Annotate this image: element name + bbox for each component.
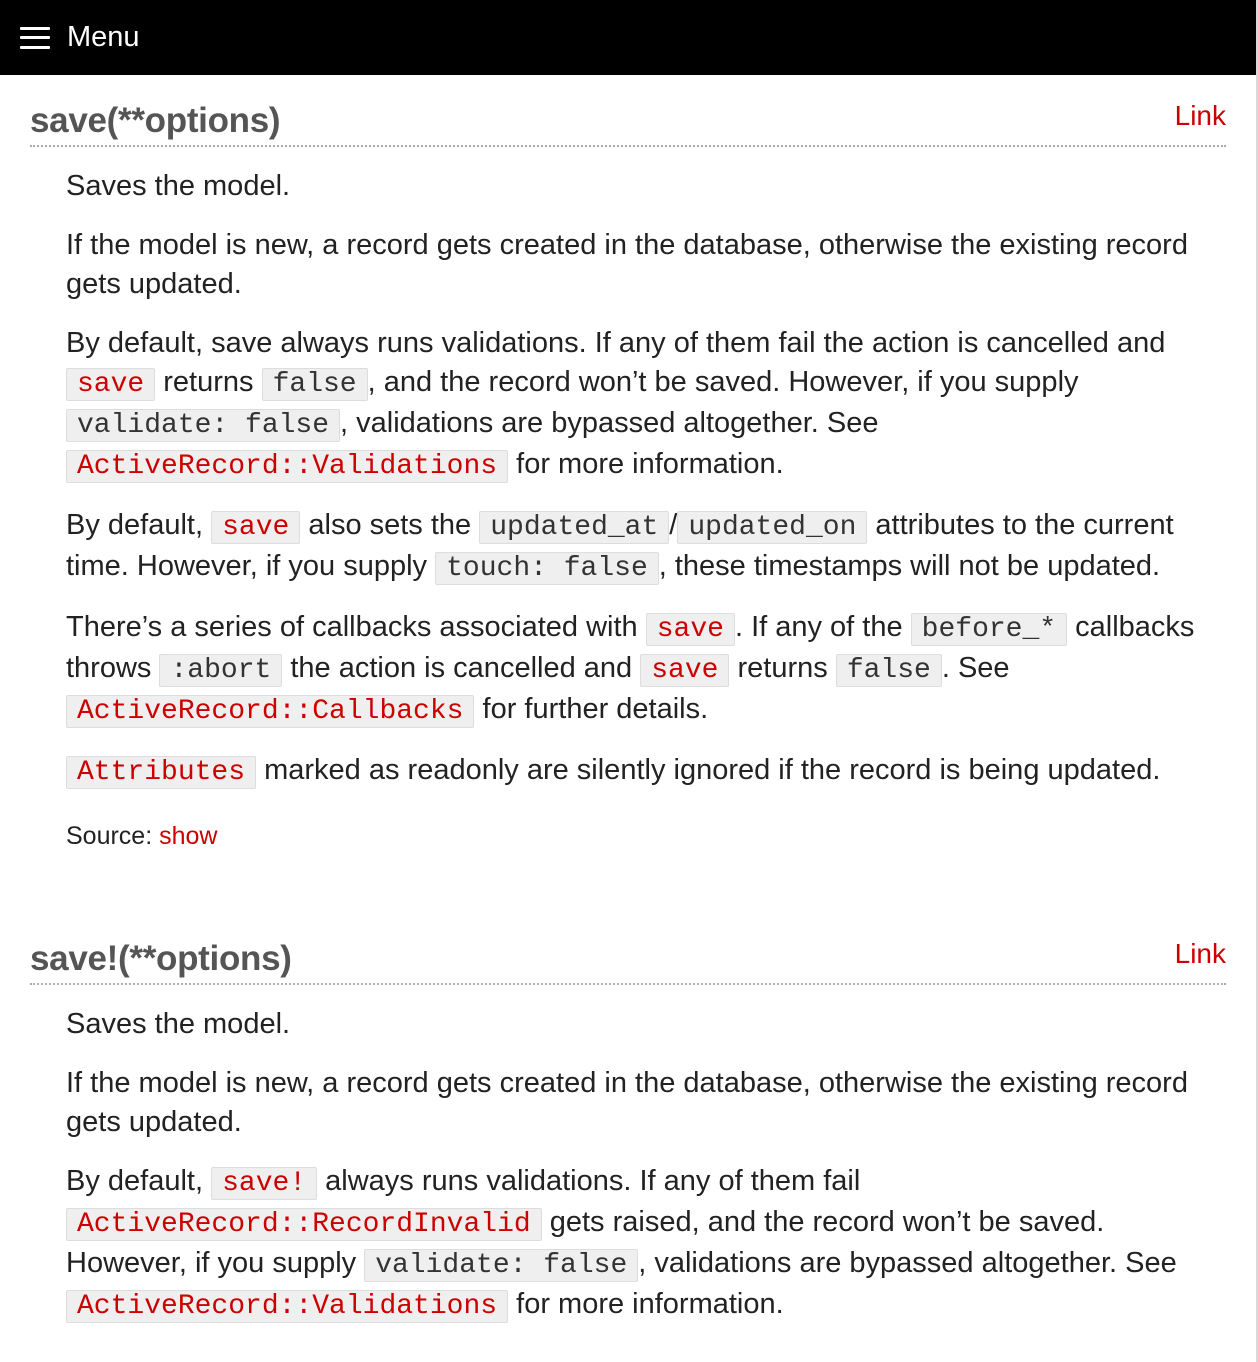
code-updated-on: updated_on bbox=[677, 511, 867, 544]
code-link-save[interactable]: save bbox=[640, 654, 729, 687]
code-before: before_* bbox=[911, 613, 1067, 646]
source-show-link[interactable]: show bbox=[159, 822, 218, 850]
top-bar bbox=[0, 0, 1256, 75]
paragraph: By default, save! always runs validations. If any of them fail ActiveRecord::RecordInvalid gets raised, and the record won’t be saved. However, if you supply validate: false , validations are bypassed altogether. See ActiveRecord::Validations for more information. bbox=[66, 1165, 1177, 1322]
source-row bbox=[66, 822, 1220, 851]
method-link[interactable]: Link bbox=[1174, 938, 1226, 969]
method-title: save(**options) bbox=[30, 101, 281, 140]
code-link-attributes[interactable]: Attributes bbox=[66, 756, 256, 789]
code-link-validations[interactable]: ActiveRecord::Validations bbox=[66, 450, 508, 483]
method-description bbox=[30, 167, 1226, 851]
code-link-record-invalid[interactable]: ActiveRecord::RecordInvalid bbox=[66, 1208, 542, 1241]
paragraph: By default, save always runs validations. If any of them fail the action is cancelled and save returns false , and the record won’t be saved. However, if you supply validate: false , validations are bypassed altogether. See ActiveRecord::Validations for more information. bbox=[66, 327, 1166, 482]
method-save bbox=[30, 75, 1226, 851]
method-title: save!(**options) bbox=[30, 939, 292, 978]
method-save-bang bbox=[30, 913, 1226, 1326]
code-updated-at: updated_at bbox=[479, 511, 669, 544]
code-false: false bbox=[836, 654, 942, 687]
paragraph: There’s a series of callbacks associated with save . If any of the before_* callbacks throws :abort the action is cancelled and save returns false . See ActiveRecord::Callbacks for further details. bbox=[66, 611, 1195, 727]
code-false: false bbox=[262, 368, 368, 401]
code-abort: :abort bbox=[159, 654, 282, 687]
paragraph: If the model is new, a record gets created in the database, otherwise the existing record gets updated. bbox=[66, 229, 1188, 300]
code-validate-false: validate: false bbox=[66, 409, 340, 442]
menu-button[interactable] bbox=[20, 21, 140, 54]
code-link-save[interactable]: save bbox=[66, 368, 155, 401]
paragraph: Saves the model. bbox=[66, 1008, 291, 1040]
code-link-save[interactable]: save bbox=[211, 511, 300, 544]
paragraph: Saves the model. bbox=[66, 170, 291, 202]
method-header bbox=[30, 75, 1226, 147]
code-link-save[interactable]: save bbox=[646, 613, 735, 646]
hamburger-icon[interactable] bbox=[20, 27, 50, 49]
code-link-validations[interactable]: ActiveRecord::Validations bbox=[66, 1290, 508, 1323]
paragraph: Attributes marked as readonly are silently ignored if the record is being updated. bbox=[66, 751, 1220, 792]
paragraph: By default, save also sets the updated_at / updated_on attributes to the current time. However, if you supply touch: false , these timestamps will not be updated. bbox=[66, 509, 1174, 584]
paragraph: If the model is new, a record gets created in the database, otherwise the existing record gets updated. bbox=[66, 1067, 1188, 1138]
method-header bbox=[30, 913, 1226, 985]
method-link[interactable]: Link bbox=[1174, 100, 1226, 131]
code-touch-false: touch: false bbox=[435, 552, 659, 585]
method-description bbox=[30, 1005, 1226, 1326]
main-content bbox=[0, 75, 1256, 1326]
menu-label: Menu bbox=[67, 21, 140, 53]
code-link-save-bang[interactable]: save! bbox=[211, 1167, 317, 1200]
code-validate-false: validate: false bbox=[364, 1249, 638, 1282]
source-label: Source: bbox=[66, 822, 160, 850]
code-link-callbacks[interactable]: ActiveRecord::Callbacks bbox=[66, 695, 474, 728]
